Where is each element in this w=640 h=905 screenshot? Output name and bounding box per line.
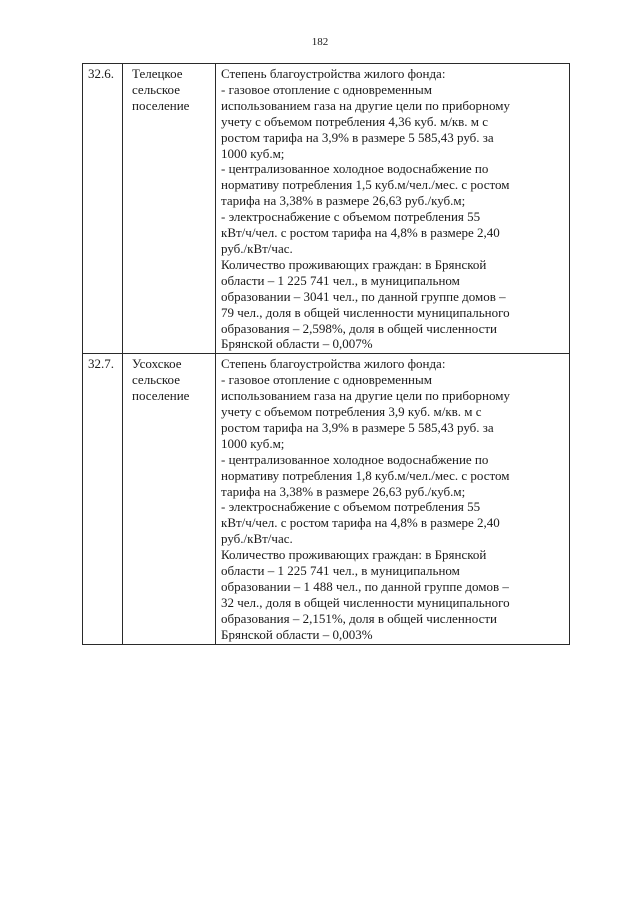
description-line: - электроснабжение с объемом потребления 55 bbox=[221, 209, 481, 225]
name-line: поселение bbox=[132, 97, 190, 113]
description-line: Степень благоустройства жилого фонда: bbox=[221, 66, 446, 81]
name-line: поселение bbox=[132, 388, 190, 404]
settlement-description bbox=[216, 354, 570, 644]
description-line: тарифа на 3,38% в размере 26,63 руб./куб.м; bbox=[221, 483, 466, 499]
name-line: Усохское bbox=[132, 356, 182, 372]
description-line: ростом тарифа на 3,9% в размере 5 585,43 руб. за bbox=[221, 419, 494, 435]
table-row bbox=[83, 354, 570, 644]
description-line: области – 1 225 741 чел., в муниципальном bbox=[221, 563, 460, 579]
description-line: нормативу потребления 1,8 куб.м/чел./мес. с ростом bbox=[221, 467, 510, 483]
description-line: использованием газа на другие цели по приборному bbox=[221, 97, 510, 113]
description-line: 1000 куб.м; bbox=[221, 435, 285, 451]
description-line: Количество проживающих граждан: в Брянской bbox=[221, 256, 487, 272]
description-line: тарифа на 3,38% в размере 26,63 руб./куб.м; bbox=[221, 193, 466, 209]
description-line: нормативу потребления 1,5 куб.м/чел./мес. с ростом bbox=[221, 177, 510, 193]
row-number: 32.7. bbox=[83, 354, 123, 644]
name-line: сельское bbox=[132, 81, 180, 97]
description-line: - газовое отопление с одновременным bbox=[221, 372, 432, 388]
description-line: 32 чел., доля в общей численности муниципального bbox=[221, 594, 510, 610]
description-line: образовании – 1 488 чел., по данной группе домов – bbox=[221, 579, 509, 594]
description-line: 79 чел., доля в общей численности муниципального bbox=[221, 304, 510, 320]
settlement-description bbox=[216, 64, 570, 354]
description-line: Брянской области – 0,007% bbox=[221, 336, 373, 352]
description-line: учету с объемом потребления 3,9 куб. м/кв. м с bbox=[221, 404, 482, 420]
description-line: Степень благоустройства жилого фонда: bbox=[221, 356, 446, 372]
description-line: - централизованное холодное водоснабжение по bbox=[221, 451, 489, 467]
description-line: кВт/ч/чел. с ростом тарифа на 4,8% в размере 2,40 bbox=[221, 515, 500, 531]
description-line: - газовое отопление с одновременным bbox=[221, 81, 432, 97]
description-line: ростом тарифа на 3,9% в размере 5 585,43 руб. за bbox=[221, 129, 494, 145]
row-number: 32.6. bbox=[83, 64, 123, 354]
settlement-name bbox=[123, 64, 216, 354]
name-line: Телецкое bbox=[132, 66, 183, 81]
description-line: Количество проживающих граждан: в Брянской bbox=[221, 547, 487, 563]
settlement-name bbox=[123, 354, 216, 644]
description-line: учету с объемом потребления 4,36 куб. м/кв. м с bbox=[221, 113, 489, 129]
description-line: использованием газа на другие цели по приборному bbox=[221, 388, 510, 404]
table-row bbox=[83, 64, 570, 354]
description-line: образования – 2,151%, доля в общей численности bbox=[221, 610, 497, 626]
description-line: руб./кВт/час. bbox=[221, 240, 293, 256]
page-number: 182 bbox=[311, 36, 329, 48]
name-line: сельское bbox=[132, 372, 180, 388]
description-line: образовании – 3041 чел., по данной группе домов – bbox=[221, 288, 506, 304]
description-line: Брянской области – 0,003% bbox=[221, 626, 373, 642]
description-line: 1000 куб.м; bbox=[221, 145, 285, 161]
description-line: кВт/ч/чел. с ростом тарифа на 4,8% в размере 2,40 bbox=[221, 225, 500, 241]
description-line: образования – 2,598%, доля в общей численности bbox=[221, 320, 497, 336]
description-line: - электроснабжение с объемом потребления 55 bbox=[221, 499, 481, 515]
description-line: руб./кВт/час. bbox=[221, 531, 293, 547]
description-line: области – 1 225 741 чел., в муниципальном bbox=[221, 272, 460, 288]
settlements-table bbox=[82, 63, 570, 645]
description-line: - централизованное холодное водоснабжение по bbox=[221, 161, 489, 177]
